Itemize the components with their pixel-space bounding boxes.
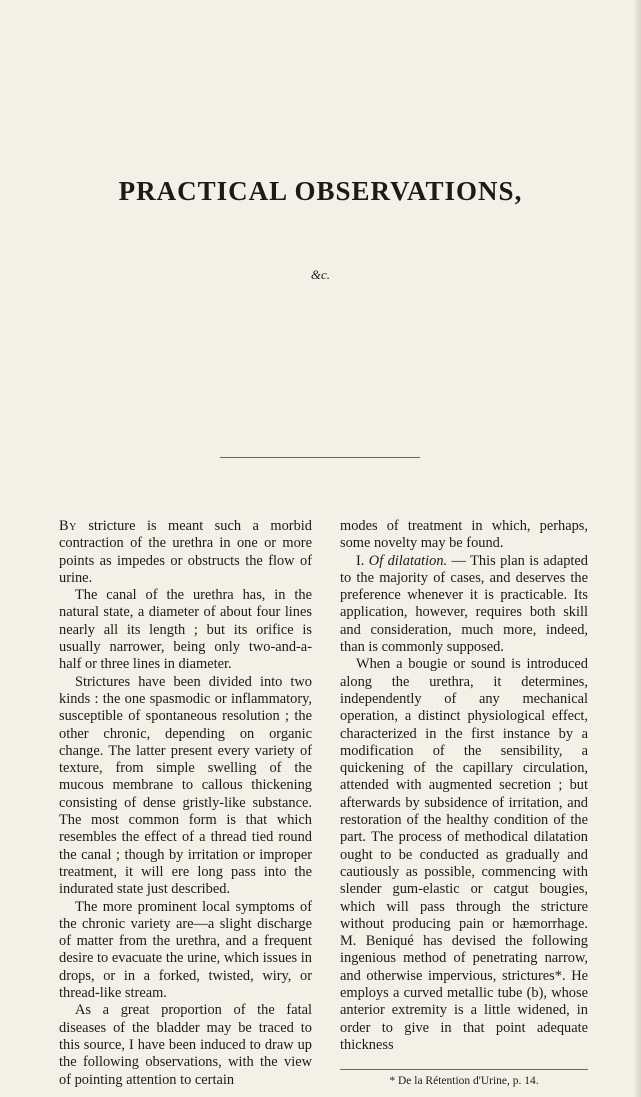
paragraph-kinds: Strictures have been divided into two kinds : the one spasmodic or inflammatory, susceptible of spontaneous resolution ; the other chronic, depending on organic change. The latter present every variety of texture, from simple swelling of the mucous membrane to callous thickening consisting of dense gristly-like substance. The most common form is that which resembles the effect of a thread tied round the canal ; though by irritation or improper treatment, it will ere long pass into the indurated state just described. <box>59 673 312 898</box>
paragraph-canal: The canal of the urethra has, in the natural state, a diameter of about four lines nearly all its length ; but its orifice is usually narrower, being only two-and-a-half or three lines in diameter. <box>59 587 312 673</box>
footnote: * De la Rétention d'Urine, p. 14. <box>389 1075 539 1087</box>
page-title: PRACTICAL OBSERVATIONS, <box>118 176 523 206</box>
section-heading: Of dilatation. <box>368 552 448 569</box>
page-subtitle: &c. <box>310 267 331 282</box>
page-edge <box>635 0 641 1097</box>
right-column <box>340 518 588 1054</box>
left-column <box>59 518 312 1089</box>
paragraph-bougie: When a bougie or sound is introduced along the urethra, it determines, independently of any mechanical operation, a distinct physiological effect, characterized in the first instance by a modification of the sensibility, a quickening of the capillary circulation, attended with augmented secretion ; but afterwards by subsidence of irritation, and restoration of the healthy condition of the part. The process of methodical dilatation ought to be conducted as gradually and cautiously as possible, commencing with slender gum-elastic or catgut bougies, which will pass through the stricture without producing pain or hæmorrhage. M. Beniqué has devised the following ingenious method of penetrating narrow, and otherwise impervious, strictures*. He employs a curved metallic tube (b), whose anterior extremity is a little widened, in order to give in that point adequate thickness <box>340 656 588 1053</box>
lead-text: stricture is meant such a morbid contraction of the urethra in one or more points as impedes or obstructs the flow of urine. <box>59 518 312 586</box>
paragraph-continued: modes of treatment in which, perhaps, some novelty may be found. <box>340 518 588 552</box>
paragraph-symptoms: The more prominent local symptoms of the chronic variety are—a slight discharge of matter from the urethra, and a frequent desire to evacuate the urine, which issues in drops, or in a forked, twisted, wiry, or thread-like stream. <box>59 898 312 1002</box>
paragraph-purpose: As a great proportion of the fatal diseases of the bladder may be traced to this source, I have been induced to draw up the following observations, with the view of pointing attention to certain <box>59 1002 312 1088</box>
section-text: — This plan is adapted to the majority of cases, and deserves the preference whenever it is practicable. Its application, however, requires both skill and consideration, much more, indeed, than is commonly supposed. <box>340 552 588 656</box>
section-number: I. <box>356 552 365 569</box>
header-rule <box>220 457 420 458</box>
lead-word: By <box>59 518 77 534</box>
paragraph-definition <box>59 518 312 587</box>
footnote-rule <box>340 1069 588 1070</box>
paragraph-dilatation <box>340 553 588 657</box>
